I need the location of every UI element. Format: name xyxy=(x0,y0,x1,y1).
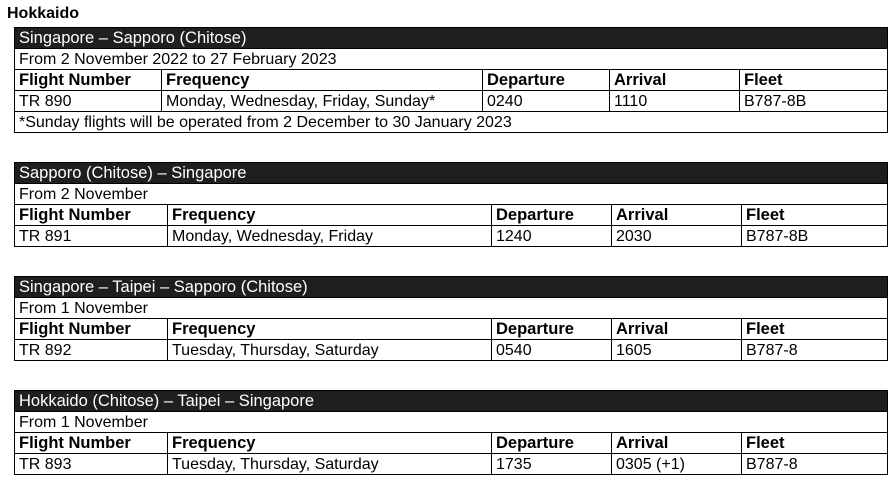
header-frequency: Frequency xyxy=(168,205,492,226)
schedule-table-tr890 xyxy=(14,27,888,133)
cell-arrival: 1110 xyxy=(610,91,740,112)
route-header-row xyxy=(15,28,888,49)
header-arrival: Arrival xyxy=(612,433,742,454)
cell-fleet: B787-8B xyxy=(742,226,888,247)
period-text: From 2 November xyxy=(15,184,888,205)
cell-flight-number: TR 893 xyxy=(15,454,168,475)
period-row xyxy=(15,298,888,319)
route-header-row xyxy=(15,163,888,184)
cell-fleet: B787-8 xyxy=(742,454,888,475)
route-title: Singapore – Taipei – Sapporo (Chitose) xyxy=(15,277,888,298)
cell-flight-number: TR 892 xyxy=(15,340,168,361)
table-row xyxy=(15,340,888,361)
header-frequency: Frequency xyxy=(168,319,492,340)
header-fleet: Fleet xyxy=(740,70,888,91)
header-frequency: Frequency xyxy=(162,70,483,91)
route-title: Sapporo (Chitose) – Singapore xyxy=(15,163,888,184)
cell-frequency: Monday, Wednesday, Friday xyxy=(168,226,492,247)
route-title: Hokkaido (Chitose) – Taipei – Singapore xyxy=(15,391,888,412)
cell-arrival: 0305 (+1) xyxy=(612,454,742,475)
period-row xyxy=(15,184,888,205)
header-departure: Departure xyxy=(492,319,612,340)
cell-arrival: 1605 xyxy=(612,340,742,361)
header-flight-number: Flight Number xyxy=(15,205,168,226)
column-header-row xyxy=(15,319,888,340)
header-flight-number: Flight Number xyxy=(15,319,168,340)
header-fleet: Fleet xyxy=(742,205,888,226)
period-text: From 1 November xyxy=(15,412,888,433)
route-title: Singapore – Sapporo (Chitose) xyxy=(15,28,888,49)
header-arrival: Arrival xyxy=(612,205,742,226)
route-header-row xyxy=(15,391,888,412)
header-flight-number: Flight Number xyxy=(15,433,168,454)
footnote-text: *Sunday flights will be operated from 2 December to 30 January 2023 xyxy=(15,112,888,133)
cell-frequency: Monday, Wednesday, Friday, Sunday* xyxy=(162,91,483,112)
table-row xyxy=(15,226,888,247)
cell-departure: 1735 xyxy=(492,454,612,475)
column-header-row xyxy=(15,205,888,226)
cell-departure: 0240 xyxy=(483,91,610,112)
schedule-table-tr892 xyxy=(14,276,888,361)
period-row xyxy=(15,412,888,433)
header-departure: Departure xyxy=(483,70,610,91)
page-title: Hokkaido xyxy=(7,5,80,22)
period-text: From 1 November xyxy=(15,298,888,319)
header-frequency: Frequency xyxy=(168,433,492,454)
period-row xyxy=(15,49,888,70)
table-row xyxy=(15,91,888,112)
cell-flight-number: TR 890 xyxy=(15,91,162,112)
table-row xyxy=(15,454,888,475)
header-arrival: Arrival xyxy=(612,319,742,340)
cell-flight-number: TR 891 xyxy=(15,226,168,247)
cell-departure: 1240 xyxy=(492,226,612,247)
period-text: From 2 November 2022 to 27 February 2023 xyxy=(15,49,888,70)
cell-departure: 0540 xyxy=(492,340,612,361)
header-fleet: Fleet xyxy=(742,433,888,454)
header-departure: Departure xyxy=(492,433,612,454)
cell-arrival: 2030 xyxy=(612,226,742,247)
header-flight-number: Flight Number xyxy=(15,70,162,91)
header-arrival: Arrival xyxy=(610,70,740,91)
route-header-row xyxy=(15,277,888,298)
header-fleet: Fleet xyxy=(742,319,888,340)
column-header-row xyxy=(15,70,888,91)
schedule-table-tr891 xyxy=(14,162,888,247)
column-header-row xyxy=(15,433,888,454)
cell-fleet: B787-8 xyxy=(742,340,888,361)
note-row xyxy=(15,112,888,133)
cell-frequency: Tuesday, Thursday, Saturday xyxy=(168,340,492,361)
header-departure: Departure xyxy=(492,205,612,226)
cell-frequency: Tuesday, Thursday, Saturday xyxy=(168,454,492,475)
schedule-table-tr893 xyxy=(14,390,888,475)
cell-fleet: B787-8B xyxy=(740,91,888,112)
